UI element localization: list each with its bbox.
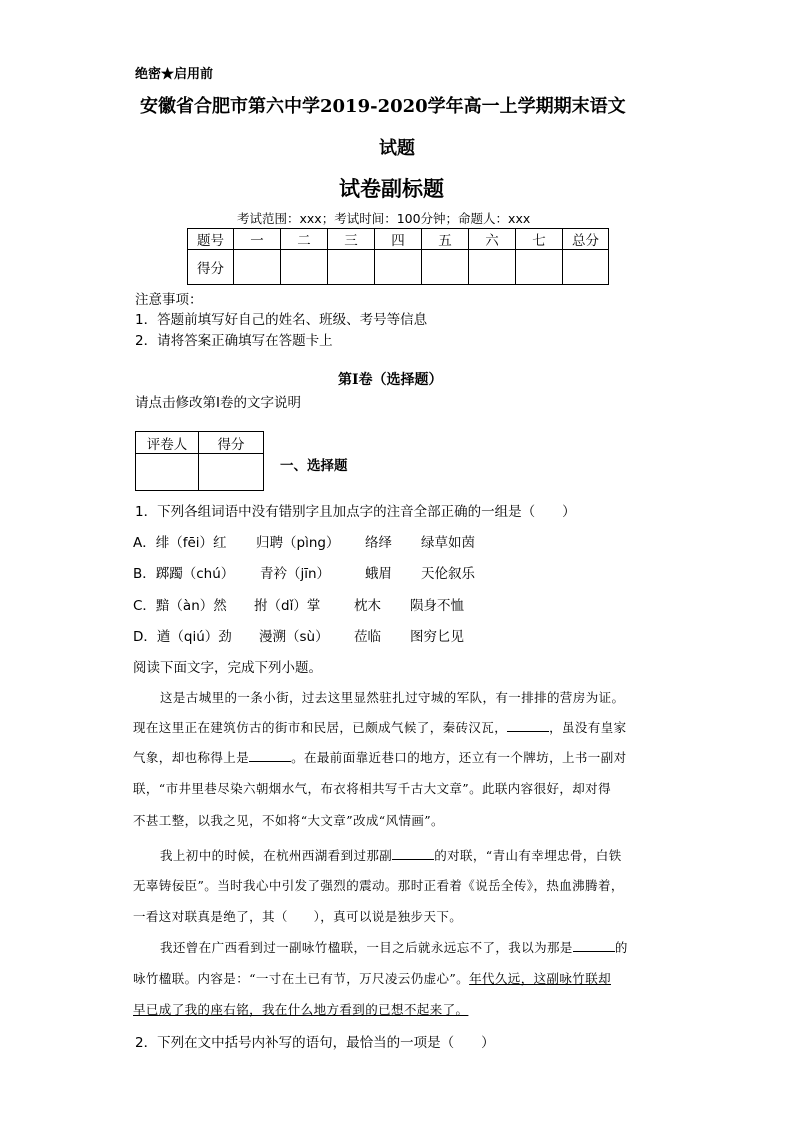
q1-option-b[interactable]: B．踯躅（chú） [133, 566, 235, 582]
notes-item: 1．答题前填写好自己的姓名、班级、考号等信息 [135, 312, 428, 328]
passage-line [160, 846, 622, 864]
score-cell[interactable] [375, 250, 422, 285]
score-row-label: 得分 [188, 250, 234, 285]
grader-header-cell: 得分 [199, 432, 264, 454]
passage-text: 。在最前面靠近巷口的地方，还立有一个牌坊，上书一副对 [291, 750, 627, 765]
score-header-cell: 七 [516, 229, 563, 250]
score-header-cell: 一 [234, 229, 281, 250]
passage-line: 不甚工整，以我之见，不如将“大文章”改成“风情画”。 [133, 813, 444, 828]
score-table [187, 228, 609, 285]
grader-header-cell: 评卷人 [136, 432, 199, 454]
q1-option-a-word: 归聘（pìng） [256, 535, 340, 551]
q1-option-d-word: 漫溯（sù） [259, 629, 329, 645]
score-header-cell: 五 [422, 229, 469, 250]
passage-text: 咏竹楹联。内容是：“一寸在土已有节，万尺凌云仍虚心”。 [133, 971, 470, 986]
q1-option-b-word: 蛾眉 [365, 566, 392, 582]
q1-option-c[interactable]: C．黯（àn）然 [133, 598, 227, 614]
passage-text: ，虽没有皇家 [549, 720, 627, 735]
fill-blank[interactable] [249, 749, 291, 762]
grader-cell[interactable] [199, 454, 264, 491]
score-header-cell: 四 [375, 229, 422, 250]
q1-option-b-word: 青衿（jīn） [260, 566, 331, 582]
exam-info: 考试范围：xxx；考试时间：100分钟；命题人：xxx [237, 211, 531, 226]
passage-text: 现在这里正在建筑仿古的街市和民居，已颇成气候了，秦砖汉瓦， [133, 720, 508, 735]
q1-option-d-word: 图穷匕见 [410, 629, 464, 645]
fill-blank[interactable] [573, 939, 615, 952]
passage-text: 气象，却也称得上是 [133, 750, 250, 765]
score-header-cell: 三 [328, 229, 375, 250]
fill-blank[interactable] [507, 719, 549, 732]
notes-item: 2．请将答案正确填写在答题卡上 [135, 333, 333, 349]
question-2-stem: 2．下列在文中括号内补写的语句，最恰当的一项是（ ） [135, 1035, 495, 1051]
passage-text: 我还曾在广西看到过一副咏竹楹联，一目之后就永远忘不了，我以为那是 [160, 940, 573, 955]
fill-blank[interactable] [392, 847, 434, 860]
q1-option-b-word: 天伦叙乐 [421, 566, 475, 582]
score-header-cell: 题号 [188, 229, 234, 250]
score-cell[interactable] [328, 250, 375, 285]
passage-line: 联，“市井里巷尽染六朝烟水气，布衣将相共写千古大文章”。此联内容很好，却对得 [133, 781, 611, 796]
passage-line [133, 969, 611, 987]
score-cell[interactable] [469, 250, 516, 285]
grader-cell[interactable] [136, 454, 199, 491]
passage-text: 我上初中的时候，在杭州西湖看到过那副 [160, 848, 393, 863]
passage-line: 无辜铸佞臣”。当时我心中引发了强烈的震动。那时正看着《说岳全传》，热血沸腾着， [133, 878, 624, 893]
q1-option-a-word: 绿草如茵 [421, 535, 475, 551]
score-cell[interactable] [516, 250, 563, 285]
secret-label: 绝密★启用前 [135, 67, 214, 82]
grader-table [135, 431, 264, 491]
exam-title-line2: 试题 [379, 138, 415, 159]
exam-title-line1: 安徽省合肥市第六中学2019-2020学年高一上学期期末语文 [140, 96, 626, 117]
passage-text: 的 [614, 940, 628, 955]
score-cell[interactable] [563, 250, 609, 285]
reading-intro: 阅读下面文字，完成下列小题。 [133, 660, 322, 676]
score-cell[interactable] [281, 250, 328, 285]
exam-subtitle: 试卷副标题 [339, 176, 444, 201]
q1-option-a[interactable]: A．绯（fēi）红 [133, 535, 227, 551]
passage-line [133, 748, 627, 766]
passage-text: 的对联，“青山有幸埋忠骨，白铁 [434, 848, 622, 863]
score-cell[interactable] [234, 250, 281, 285]
q1-option-c-word: 陨身不恤 [410, 598, 464, 614]
q1-option-c-word: 拊（dǐ）掌 [254, 598, 321, 614]
section-description[interactable]: 请点击修改第I卷的文字说明 [135, 395, 301, 411]
q1-option-d-word: 莅临 [354, 629, 381, 645]
underlined-sentence: 年代久远，这副咏竹联却 [469, 971, 611, 986]
passage-line [133, 718, 627, 736]
score-cell[interactable] [422, 250, 469, 285]
q1-option-d[interactable]: D．遒（qiú）劲 [133, 629, 232, 645]
q1-option-a-word: 络绎 [365, 535, 392, 551]
score-header-cell: 二 [281, 229, 328, 250]
passage-line: 这是古城里的一条小街，过去这里显然驻扎过守城的军队，有一排排的营房为证。 [160, 690, 625, 705]
passage-line [160, 938, 628, 956]
question-1-stem: 1．下列各组词语中没有错别字且加点字的注音全部正确的一组是（ ） [135, 504, 576, 520]
q1-option-c-word: 枕木 [354, 598, 381, 614]
part-title: 一、选择题 [280, 458, 348, 474]
score-header-cell: 六 [469, 229, 516, 250]
notes-title: 注意事项： [135, 292, 203, 308]
passage-line: 一看这对联真是绝了，其（ ），真可以说是独步天下。 [133, 909, 463, 924]
underlined-sentence: 早已成了我的座右铭，我在什么地方看到的已想不起来了。 [133, 1002, 469, 1017]
score-header-cell: 总分 [563, 229, 609, 250]
section-title: 第I卷（选择题） [338, 372, 443, 388]
